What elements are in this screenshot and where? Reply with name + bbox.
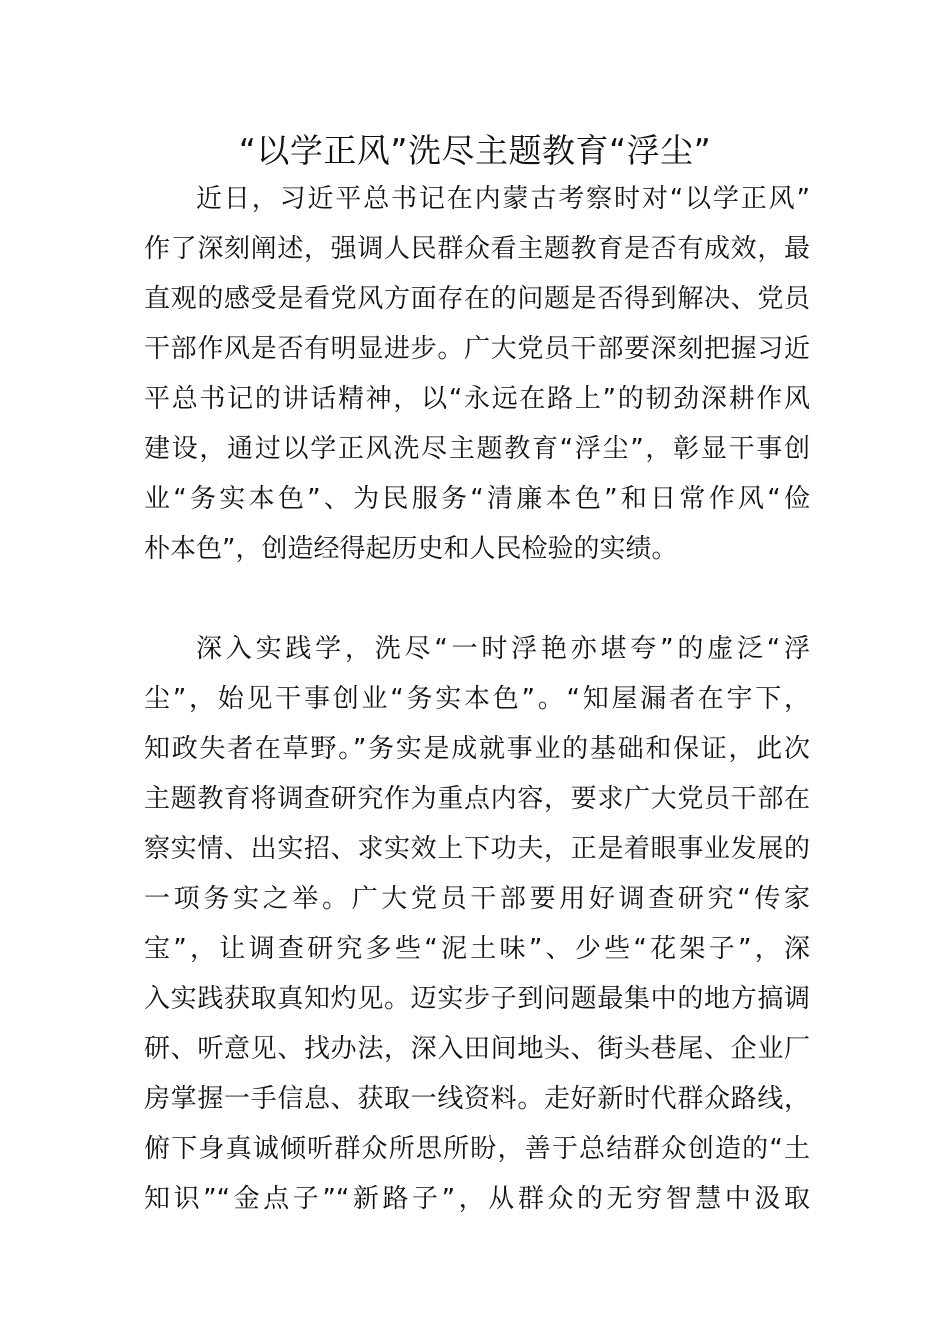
paragraph-line: 房掌握一手信息、获取一线资料。走好新时代群众路线， xyxy=(144,1084,810,1114)
paragraph-line: 业“务实本色”、为民服务“清廉本色”和日常作风“俭 xyxy=(144,484,810,514)
paragraph-line: 知政失者在草野。”务实是成就事业的基础和保证，此次 xyxy=(144,734,810,764)
paragraph-line: 入实践获取真知灼见。迈实步子到问题最集中的地方搞调 xyxy=(144,984,810,1014)
paragraph-line: 朴本色”，创造经得起历史和人民检验的实绩。 xyxy=(144,534,678,564)
paragraph-line: 近日，习近平总书记在内蒙古考察时对“以学正风” xyxy=(196,184,810,214)
paragraph-line: 俯下身真诚倾听群众所思所盼，善于总结群众创造的“土 xyxy=(144,1134,810,1164)
paragraph-line: 深入实践学，洗尽“一时浮艳亦堪夸”的虚泛“浮 xyxy=(196,634,810,664)
paragraph-line: 平总书记的讲话精神，以“永远在路上”的韧劲深耕作风 xyxy=(144,384,810,414)
paragraph-line: 察实情、出实招、求实效上下功夫，正是着眼事业发展的 xyxy=(144,834,810,864)
paragraph-line: 主题教育将调查研究作为重点内容，要求广大党员干部在 xyxy=(144,784,810,814)
paragraph-line: 研、听意见、找办法，深入田间地头、街头巷尾、企业厂 xyxy=(144,1034,810,1064)
paragraph-line: 作了深刻阐述，强调人民群众看主题教育是否有成效，最 xyxy=(144,234,810,264)
paragraph-line: 知识”“金点子”“新路子”，从群众的无穷智慧中汲取 xyxy=(144,1184,810,1214)
paragraph-line: 干部作风是否有明显进步。广大党员干部要深刻把握习近 xyxy=(144,334,810,364)
paragraph-line: 建设，通过以学正风洗尽主题教育“浮尘”，彰显干事创 xyxy=(144,434,810,464)
paragraph-line: 宝”，让调查研究多些“泥土味”、少些“花架子”，深 xyxy=(144,934,810,964)
paragraph-line: 尘”，始见干事创业“务实本色”。“知屋漏者在宇下， xyxy=(144,684,810,714)
paragraph-line: 一项务实之举。广大党员干部要用好调查研究“传家 xyxy=(144,884,810,914)
document-title: “以学正风”洗尽主题教育“浮尘” xyxy=(238,131,712,170)
paragraph-2 xyxy=(144,624,810,1224)
paragraph-1 xyxy=(144,174,810,574)
paragraph-line: 直观的感受是看党风方面存在的问题是否得到解决、党员 xyxy=(144,284,810,314)
